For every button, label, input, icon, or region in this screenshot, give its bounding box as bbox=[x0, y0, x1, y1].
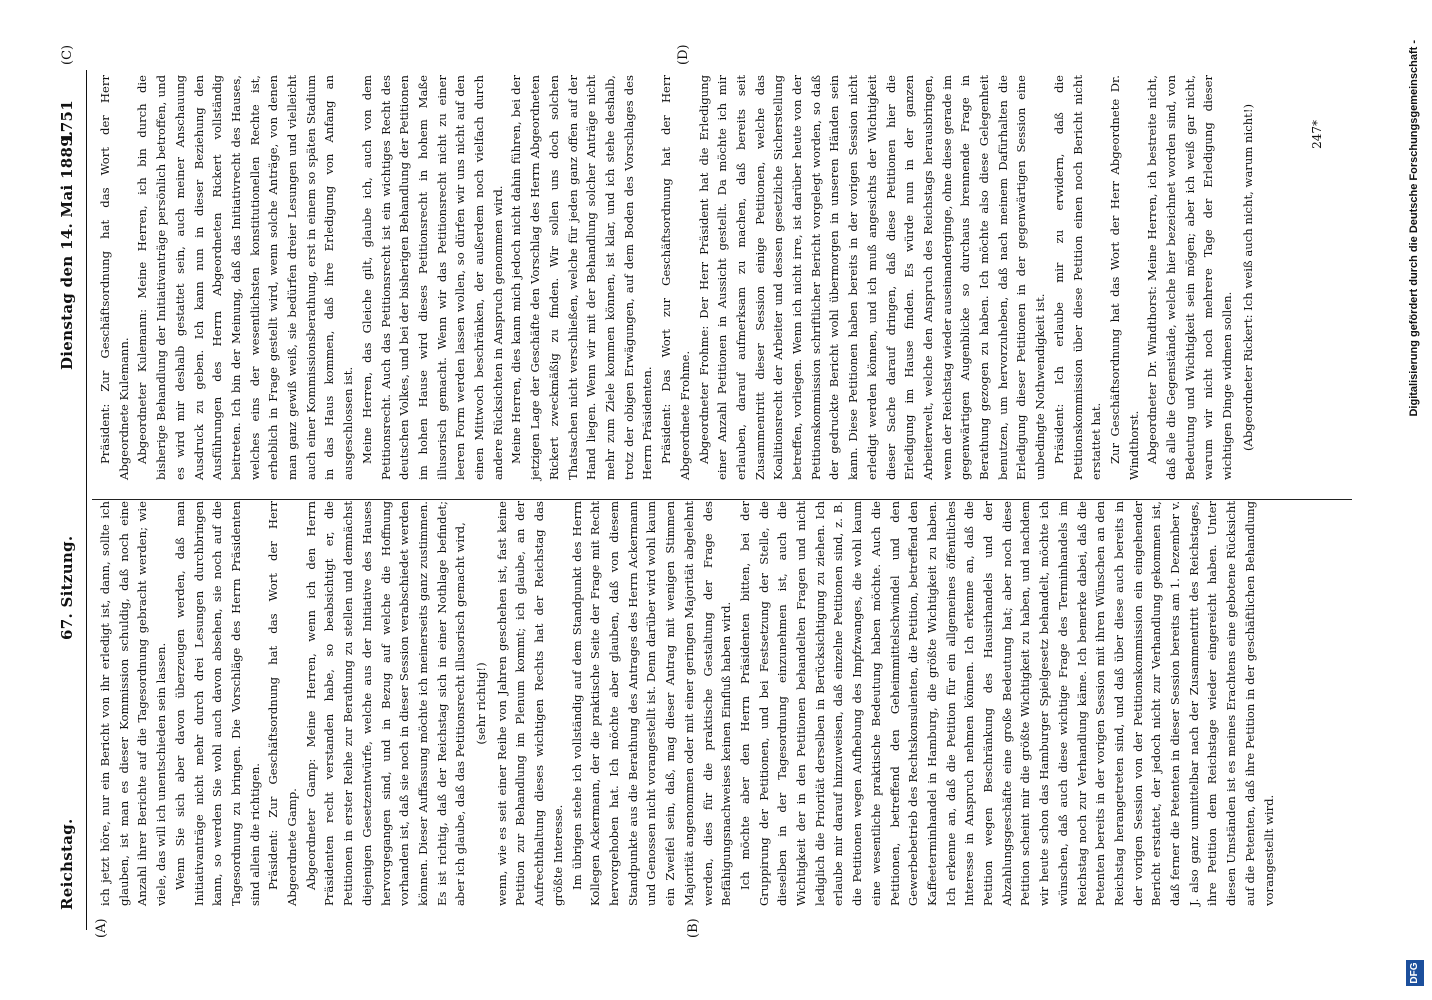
speaker-paragraph: Präsident: Ich erlaube mir zu erwidern, daß die Petitionskommission über diese Petition einen noch Bericht nicht erstattet hat. bbox=[1051, 75, 1104, 480]
paragraph: Meine Herren, dies kann mich jedoch nicht dahin führen, bei der jetzigen Lage der Geschäfte den Vorschlag des Herrn Abgeordneten Rickert zweckmäßig zu finden. Wir sollen uns doch solchen Thatsachen nicht verschließen, welche für jeden ganz offen auf der Hand liegen. Wenn wir mit der Behandlung solcher Anträge nicht mehr zum Ziele kommen können, ist klar, und ich stehe deshalb, trotz der obigen Erwägungen, auf dem Boden des Vorschlages des Herrn Präsidenten. bbox=[509, 75, 655, 480]
margin-letter-a: (A) bbox=[94, 918, 109, 938]
paragraph: ich jetzt höre, nur ein Bericht von ihr erledigt ist, dann, sollte ich glauben, ist man es dieser Kommission schuldig, daß noch eine Anzahl ihrer Berichte auf die Tagesordnung gebracht werden; wie viele, das will ich unentschieden sein lassen. bbox=[98, 501, 169, 906]
header-session: 67. Sitzung. bbox=[58, 535, 76, 640]
margin-letter-d: (D) bbox=[676, 44, 691, 65]
paragraph: wenn, wie es seit einer Reihe von Jahren geschehen ist, fast keine Petition zur Behandlung im Plenum kommt; ich glaube, an der Aufrechthaltung dieses wichtigen Rechts hat der Reichstag das größte Interesse. bbox=[494, 501, 565, 906]
running-head bbox=[58, 70, 82, 930]
paragraph: Zur Geschäftsordnung hat das Wort der Herr Abgeordnete Dr. Windthorst. bbox=[1107, 75, 1141, 480]
interjection: (Abgeordneter Rickert: Ich weiß auch nicht, warum nicht!) bbox=[1240, 103, 1255, 452]
speaker-paragraph: Abgeordneter Gamp: Meine Herren, wenn ich den Herrn Präsidenten recht verstanden habe, so beabsichtigt er, die Petitionen in erster Reihe zur Berathung zu stellen und demnächst diejenigen Gesetzentwürfe, welche aus der Initiative des Hauses hervorgegangen sind, und in Bezug auf welche die Hoffnung vorhanden ist, daß sie noch in dieser Session verabschiedet werden können. Dieser Auffassung möchte ich meinerseits ganz zustimmen. Es ist richtig, daß der Reichstag sich in einer Nothlage befindet; aber ich glaube, daß das Petitionsrecht illusorisch gemacht wird, bbox=[303, 501, 468, 906]
header-rule bbox=[86, 70, 87, 930]
paragraph: Wenn Sie sich aber davon überzeugen werden, daß man Initiativanträge nicht mehr durch drei Lesungen durchbringen kann, so werden Sie wohl auch davon absehen, sie noch auf die Tagesordnung zu bringen. Die Vorschläge des Herrn Präsidenten sind allein die richtigen. bbox=[172, 501, 262, 906]
speaker-paragraph: Präsident: Zur Geschäftsordnung hat das Wort der Herr Abgeordnete Kulemann. bbox=[98, 75, 131, 480]
dfg-notice bbox=[1402, 0, 1432, 1000]
header-date: Dienstag den 14. Mai 1889. bbox=[58, 130, 76, 370]
paragraph: Im übrigen stehe ich vollständig auf dem Standpunkt des Herrn Kollegen Ackermann, der die praktische Seite der Frage mit Recht hervorgehoben hat. Ich möchte aber glauben, daß von diesem Standpunkte aus die Berathung des Antrages des Herrn Ackermann und Genossen nicht vorangestellt ist. Denn darüber wird wohl kaum ein Zweifel sein, daß, mag dieser Antrag mit wenigen Stimmen Majorität angenommen oder mit einer geringen Majorität abgelehnt werden, dies für die praktische Gestaltung der Frage des Befähigungsnachweises keinen Einfluß haben wird. bbox=[569, 501, 734, 906]
header-page-number: 1751 bbox=[58, 100, 76, 143]
speaker-paragraph: Abgeordneter Frohme: Der Herr Präsident hat die Erledigung einer Anzahl Petitionen in Aussicht gestellt. Da möchte ich mir erlauben, darauf aufmerksam zu machen, daß bereits seit Zusammentritt dieser Session einige Petitionen, welche das Koalitionsrecht der Arbeiter und dessen gesetzliche Sicherstellung betreffen, vorliegen. Wenn ich nicht irre, ist darüber heute von der Petitionskommission schriftlicher Bericht vorgelegt worden, so daß der gedruckte Bericht wohl übermorgen in unseren Händen sein kann. Diese Petitionen haben bereits in der vorigen Session nicht erledigt werden können, und ich muß angesichts der Wichtigkeit dieser Sache darauf dringen, daß diese Petitionen hier die Erledigung im Hause finden. Es würde nun in der ganzen Arbeiterwelt, welche den Anspruch des Reichstags herausbringen, wenn der Reichstag wieder auseinanderginge, ohne diese gerade im gegenwärtigen Augenblicke so durchaus brennende Frage in Berathung gezogen zu haben. Ich möchte also diese Gelegenheit benutzen, um hervorzuheben, daß nach meinem Dafürhalten die Erledigung dieser Petitionen in der gegenwärtigen Session eine unbedingte Nothwendigkeit ist. bbox=[696, 75, 1048, 480]
left-column bbox=[96, 501, 1278, 906]
paragraph: Ich möchte aber den Herrn Präsidenten bitten, bei der Gruppirung der Petitionen, und bei Festsetzung der Stelle, die dieselben in der Tagesordnung einzunehmen ist, auch die Wichtigkeit der in den Petitionen behandelten Fragen und nicht lediglich die Priorität derselben in Berücksichtigung zu ziehen. Ich erlaube mir darauf hinzuweisen, daß einzelne Petitionen sind, z. B. die Petitionen wegen Aufhebung des Impfzwanges, die wohl kaum eine wesentliche praktische Bedeutung haben möchte. Auch die Petitionen, betreffend den Geheimmittelschwindel und den Gewerbebetrieb des Rechtskonsulenten, die Petition, betreffend den Kaffeeterminhandel in Hamburg, die größte Wichtigkeit zu haben. Ich erkenne an, daß die Petition für ein allgemeines öffentliches Interesse in Anspruch nehmen können. Ich erkenne an, daß die Petition wegen Beschränkung des Hausirhandels und der Abzahlungsgeschäfte eine große Bedeutung hat; aber noch diese Petition scheint mir die größte Wichtigkeit zu haben, und nachdem wir heute schon das Hamburger Spielgesetz behandelt, möchte ich wünschen, daß auch diese wichtige Frage des Terminhandels im Reichstag noch zur Verhandlung käme. Ich bemerke dabei, daß die Petenten bereits in der vorigen Session mit ihren Wünschen an den Reichstag herangetreten sind, und daß über diese auch bereits in der vorigen Session von der Petitionskommission ein eingehender Bericht erstattet, der jedoch nicht zur Verhandlung gekommen ist, daß ferner die Petenten in dieser Session bereits am 1. Dezember v. J. also ganz unmittelbar nach der Zusammentritt des Reichstages, ihre Petition dem Reichstage wieder eingereicht haben. Unter diesen Umständen ist es meines Erachtens eine gebotene Rücksicht auf die Petenten, daß ihre Petition in der geschäftlichen Behandlung vorangestellt wird. bbox=[737, 501, 1276, 906]
margin-letter-c: (C) bbox=[60, 44, 75, 65]
column-divider bbox=[92, 499, 1352, 500]
speaker-paragraph: Abgeordneter Dr. Windthorst: Meine Herren, ich bestreite nicht, daß alle die Gegenstände, welche hier bezeichnet worden sind, von Bedeutung und Wichtigkeit sein mögen; aber ich weiß gar nicht, warum wir nicht noch mehrere Tage der Erledigung dieser wichtigen Dinge widmen sollen. bbox=[1145, 75, 1235, 480]
header-reichstag: Reichstag. bbox=[58, 818, 76, 910]
interjection: (sehr richtig!) bbox=[474, 662, 489, 745]
speaker-paragraph: Präsident: Das Wort zur Geschäftsordnung hat der Herr Abgeordnete Frohme. bbox=[659, 75, 692, 480]
dfg-notice-text: Digitalisierung gefördert durch die Deutsche Forschungsgemeinschaft - bbox=[1408, 40, 1420, 417]
speaker-paragraph: Präsident: Zur Geschäftsordnung hat das Wort der Herr Abgeordnete Gamp. bbox=[266, 501, 300, 906]
margin-letter-b: (B) bbox=[686, 918, 701, 938]
speaker-paragraph: Abgeordneter Kulemann: Meine Herren, ich bin durch die bisherige Behandlung der Initiativanträge persönlich betroffen, und es wird mir deshalb gestattet sein, auch meiner Anschauung Ausdruck zu geben. Ich kann nun in dieser Beziehung den Ausführungen des Herrn Abgeordneten Rickert vollständig beitreten. Ich bin der Meinung, daß das Initiativrecht des Hauses, welches eins der wesentlichsten konstitutionellen Rechte ist, erheblich in Frage gestellt wird, wenn solche Anträge, von denen man ganz gewiß weiß, sie bedürfen dreier Lesungen und vielleicht auch einer Kommissionsberathung, erst in einem so späten Stadium in das Haus kommen, daß ihre Erledigung von Anfang an ausgeschlossen ist. bbox=[135, 75, 356, 480]
dfg-logo: DFG bbox=[1406, 960, 1424, 986]
sheet-signature: 247* bbox=[1310, 120, 1324, 149]
paragraph: Meine Herren, das Gleiche gilt, glaube ich, auch von dem Petitionsrecht. Auch das Petitionsrecht ist ein wichtiges Recht des deutschen Volkes, und bei der bisherigen Behandlung der Petitionen im hohen Hause wird dieses Petitionsrecht in hohem Maße illusorisch gemacht. Wenn wir das Petitionsrecht nicht zu einer leeren Form werden lassen wollen, so dürfen wir uns nicht auf den einen Mittwoch beschränken, der außerdem noch vielfach durch andere Rücksichten in Anspruch genommen wird. bbox=[359, 75, 505, 480]
right-column bbox=[96, 75, 1260, 480]
